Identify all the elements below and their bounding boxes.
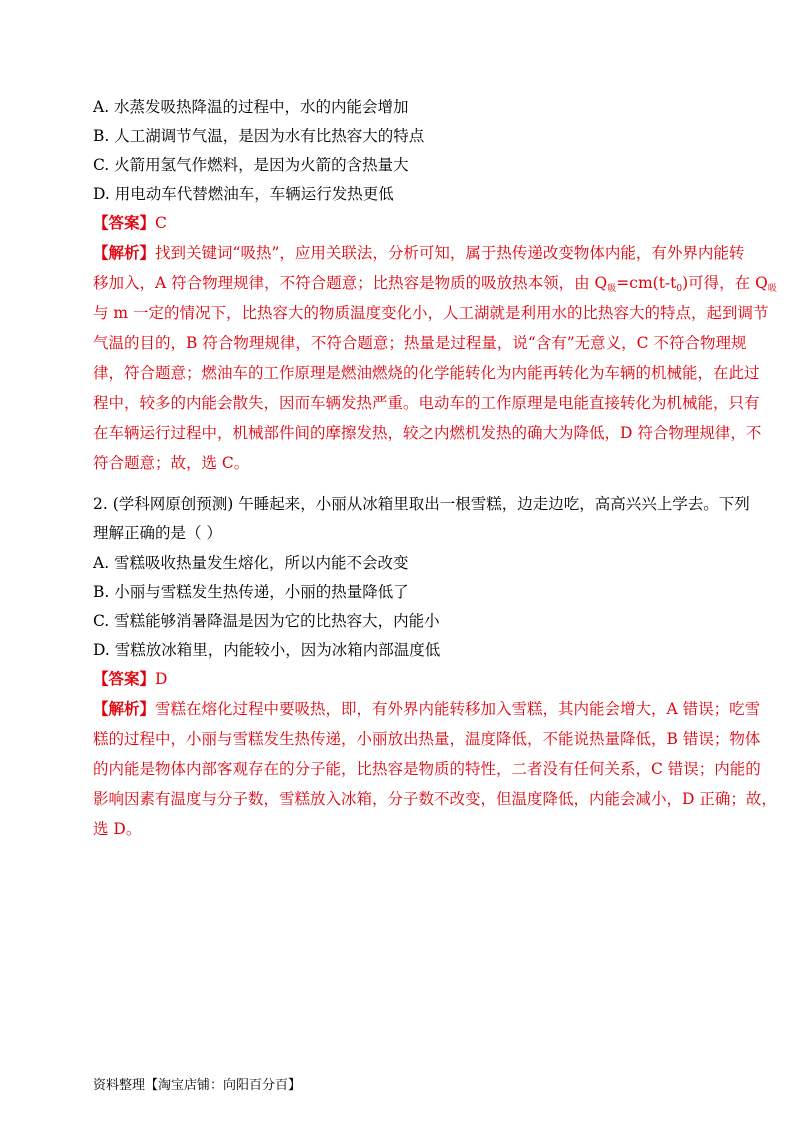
- q2-analysis-text-1: 雪糕在熔化过程中要吸热，即，有外界内能转移加入雪糕，其内能会增大，A 错误；吃雪: [155, 700, 761, 718]
- q1-analysis-text-2b: =cm(t-t: [616, 274, 677, 292]
- q2-analysis-line-1: [93, 698, 760, 720]
- q2-answer: D: [155, 670, 168, 688]
- q1-analysis-line-2: [93, 272, 777, 300]
- q1-answer-tag: 【答案】: [93, 213, 156, 232]
- q2-stem-line-2: 理解正确的是（ ）: [93, 524, 222, 542]
- q1-answer-line: [93, 212, 167, 234]
- q2-answer-line: [93, 668, 167, 690]
- q1-analysis-line-7: 在车辆运行过程中，机械部件间的摩擦发热，较之内燃机发热的确大为降低，D 符合物理规律，不: [93, 424, 762, 442]
- q2-stem-line-1: 2. (学科网原创预测) 午睡起来，小丽从冰箱里取出一根雪糕，边走边吃，高高兴兴上学去。下列: [93, 495, 750, 513]
- q1-analysis-tag: 【解析】: [93, 243, 156, 262]
- q1-option-a: A. 水蒸发吸热降温的过程中，水的内能会增加: [93, 98, 409, 116]
- q1-analysis-line-5: 律，符合题意；燃油车的工作原理是燃油燃烧的化学能转化为内能再转化为车辆的机械能，在此过: [93, 364, 760, 382]
- q1-analysis-line-3: 与 m 一定的情况下，比热容大的物质温度变化小，人工湖就是利用水的比热容大的特点，起到调节: [93, 304, 769, 322]
- q2-analysis-line-3: 的内能是物体内部客观存在的分子能，比热容是物质的特性，二者没有任何关系，C 错误；内能的: [93, 760, 761, 778]
- q2-analysis-line-4: 影响因素有温度与分子数，雪糕放入冰箱，分子数不改变，但温度降低，内能会减小，D 正确；故，: [93, 790, 777, 808]
- q1-analysis-line-1: [93, 242, 744, 264]
- q1-analysis-line-8: 符合题意；故，选 C。: [93, 454, 250, 472]
- q1-analysis-text-2c: )可得，在 Q: [682, 274, 768, 292]
- q2-analysis-line-5: 选 D。: [93, 820, 142, 838]
- q2-analysis-line-2: 糕的过程中，小丽与雪糕发生热传递，小丽放出热量，温度降低，不能说热量降低，B 错误；物体: [93, 730, 761, 748]
- q1-option-b: B. 人工湖调节气温，是因为水有比热容大的特点: [93, 127, 425, 145]
- q2-option-b: B. 小丽与雪糕发生热传递，小丽的热量降低了: [93, 583, 409, 601]
- q1-answer: C: [155, 214, 167, 232]
- page-footer: 资料整理【淘宝店铺：向阳百分百】: [93, 1078, 302, 1093]
- q2-answer-tag: 【答案】: [93, 669, 156, 688]
- q2-option-c: C. 雪糕能够消暑降温是因为它的比热容大，内能小: [93, 612, 440, 630]
- q2-option-d: D. 雪糕放冰箱里，内能较小，因为冰箱内部温度低: [93, 641, 441, 659]
- q1-analysis-text-2a: 移加入，A 符合物理规律，不符合题意；比热容是物质的吸放热本领，由 Q: [93, 274, 608, 292]
- q1-analysis-text-1: 找到关键词“吸热”，应用关联法，分析可知，属于热传递改变物体内能，有外界内能转: [155, 244, 745, 262]
- q2-option-a: A. 雪糕吸收热量发生熔化，所以内能不会改变: [93, 554, 409, 572]
- q1-subscript-absorb: 吸: [607, 284, 617, 294]
- q1-option-c: C. 火箭用氢气作燃料，是因为火箭的含热量大: [93, 156, 409, 174]
- q1-analysis-line-4: 气温的目的，B 符合物理规律，不符合题意；热量是过程量，说“含有”无意义，C 不符合物理规: [93, 334, 747, 352]
- q2-analysis-tag: 【解析】: [93, 699, 156, 718]
- q1-subscript-absorb-2: 吸: [767, 284, 777, 294]
- q1-subscript-zero: 0: [676, 284, 683, 294]
- q1-analysis-line-6: 程中，较多的内能会散失，因而车辆发热严重。电动车的工作原理是电能直接转化为机械能，只有: [93, 394, 760, 412]
- q1-option-d: D. 用电动车代替燃油车，车辆运行发热更低: [93, 185, 394, 203]
